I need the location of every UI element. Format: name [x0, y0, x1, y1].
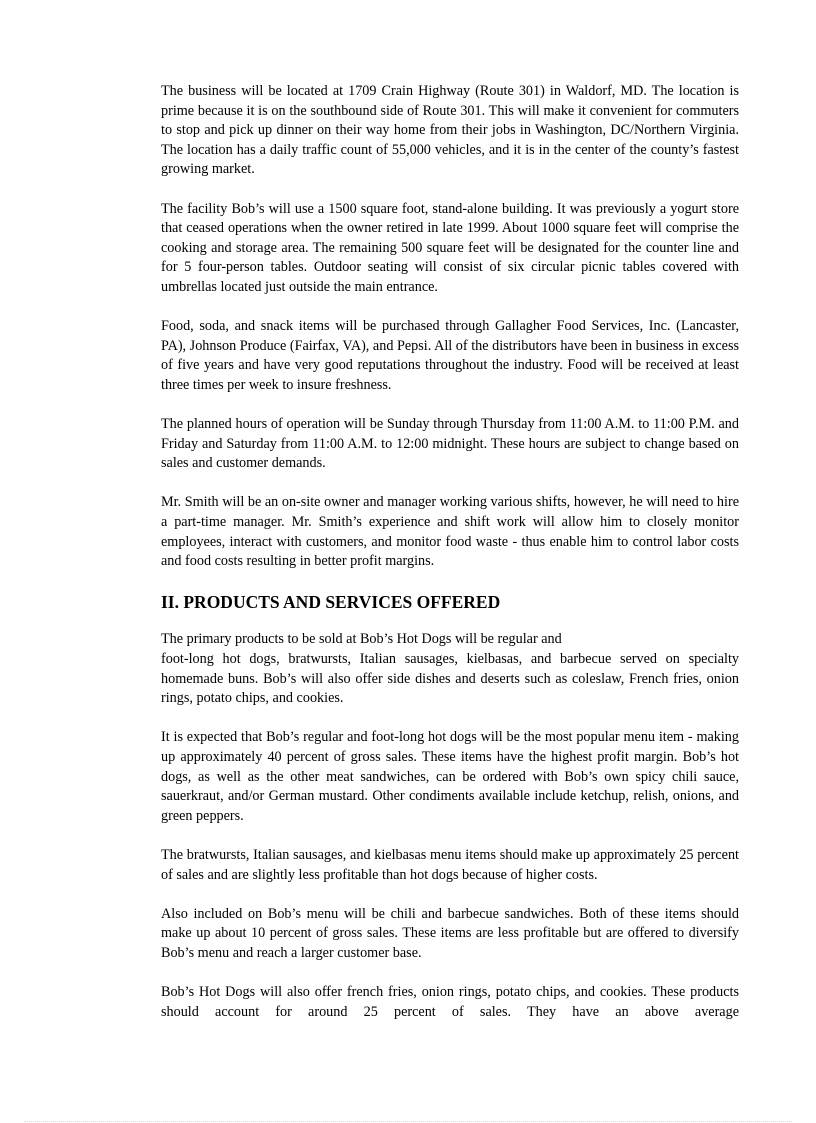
- paragraph-hours: The planned hours of operation will be Sunday through Thursday from 11:00 A.M. to 11:00 P.M. and Friday and Saturday from 11:00 A.M. to 12:00 midnight. These hours are subject to change based on sales and customer demands.: [161, 416, 739, 472]
- paragraph-suppliers: Food, soda, and snack items will be purchased through Gallagher Food Services, Inc. (Lancaster, PA), Johnson Produce (Fairfax, VA), and Pepsi. All of the distributors have been in business in excess of five years and have very good reputations throughout the industry. Food will be received at least three times per week to insure freshness.: [161, 318, 739, 393]
- products-intro-rest: foot-long hot dogs, bratwursts, Italian sausages, kielbasas, and barbecue served on specialty homemade buns. Bob’s will also offer side dishes and deserts such as coleslaw, French fries, onion rings, potato chips, and cookies.: [161, 651, 739, 707]
- page-bottom-border: [24, 1121, 792, 1122]
- paragraph-location: The business will be located at 1709 Crain Highway (Route 301) in Waldorf, MD. The location is prime because it is on the southbound side of Route 301. This will make it convenient for commuters to stop and pick up dinner on their way home from their jobs in Washington, DC/Northern Virginia. The location has a daily traffic count of 55,000 vehicles, and it is in the center of the county’s fastest growing market.: [161, 83, 739, 178]
- paragraph-products-intro: [161, 630, 739, 708]
- section-heading-products: II. PRODUCTS AND SERVICES OFFERED: [161, 592, 501, 613]
- document-page: [161, 82, 739, 1022]
- paragraph-sausages: The bratwursts, Italian sausages, and kielbasas menu items should make up approximately 25 percent of sales and are slightly less profitable than hot dogs because of higher costs.: [161, 846, 739, 883]
- paragraph-hot-dogs: It is expected that Bob’s regular and foot-long hot dogs will be the most popular menu item - making up approximately 40 percent of gross sales. These items have the highest profit margin. Bob’s hot dogs, as well as the other meat sandwiches, can be ordered with Bob’s own spicy chili sauce, sauerkraut, and/or German mustard. Other condiments available include ketchup, relish, onions, and green peppers.: [161, 729, 739, 824]
- paragraph-facility: The facility Bob’s will use a 1500 square foot, stand-alone building. It was previously a yogurt store that ceased operations when the owner retired in late 1999. About 1000 square feet will comprise the cooking and storage area. The remaining 500 square feet will be designated for the counter line and for 5 four-person tables. Outdoor seating will consist of six circular picnic tables covered with umbrellas located just outside the main entrance.: [161, 200, 739, 295]
- paragraph-sandwiches: Also included on Bob’s menu will be chili and barbecue sandwiches. Both of these items should make up about 10 percent of gross sales. These items are less profitable but are offered to diversify Bob’s menu and reach a larger customer base.: [161, 905, 739, 961]
- paragraph-management: Mr. Smith will be an on-site owner and manager working various shifts, however, he will need to hire a part-time manager. Mr. Smith’s experience and shift work will allow him to closely monitor employees, interact with customers, and monitor food waste - thus enable him to control labor costs and food costs resulting in better profit margins.: [161, 494, 739, 570]
- paragraph-sides: Bob’s Hot Dogs will also offer french fries, onion rings, potato chips, and cookies. These products should account for around 25 percent of sales. They have an above average: [161, 984, 739, 1020]
- products-intro-first-line: The primary products to be sold at Bob’s Hot Dogs will be regular and: [161, 631, 562, 648]
